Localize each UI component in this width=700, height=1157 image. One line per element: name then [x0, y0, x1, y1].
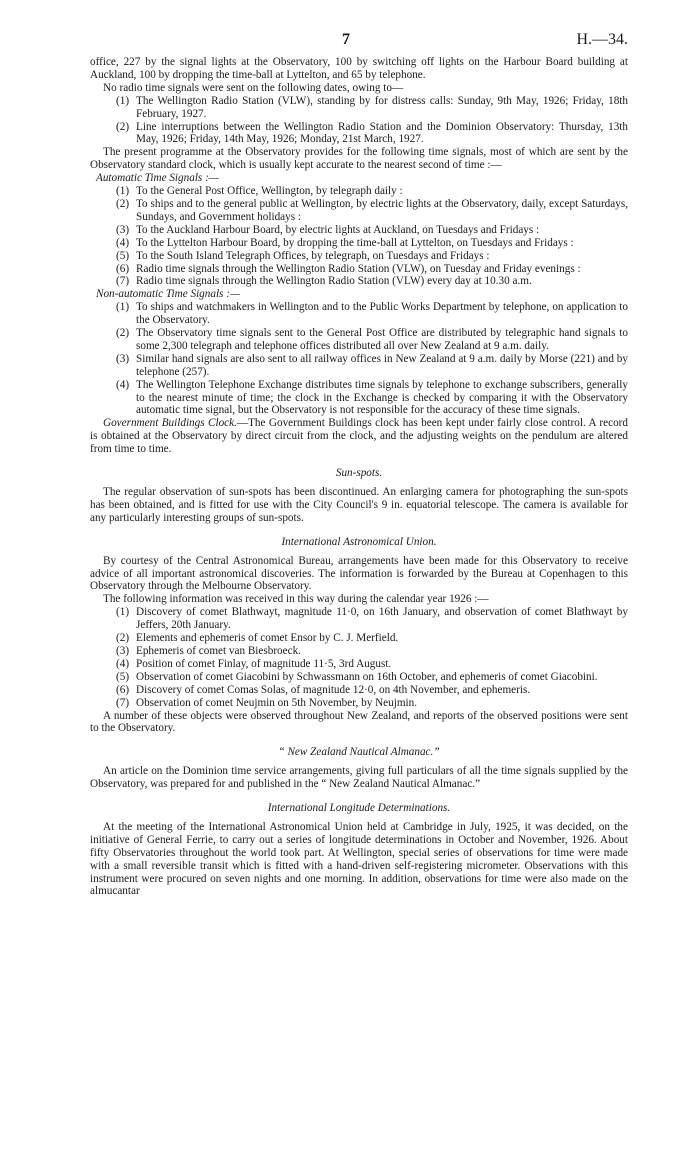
list-item-number: (6): [116, 683, 130, 696]
paragraph-sunspots: The regular observation of sun-spots has been discontinued. An enlarging camera for photographing the sun-spots has been obtained, and is fitted for use with the City Council's 9 in. equatorial telescope. The camera is available for any particularly interesting groups of sun-spots.: [90, 486, 628, 524]
list-item-text: Discovery of comet Blathwayt, magnitude 11·0, on 16th January, and observation of comet Blathwayt by Jeffers, 20th January.: [136, 606, 628, 632]
government-clock-label: Government Buildings Clock.: [103, 417, 237, 430]
government-clock-text: —The Government Buildings clock has been kept under fairly close control. A record is obtained at the Observatory by direct circuit from the clock, and the adjusting weights on the pendulum are altered from time to time.: [90, 417, 628, 456]
section-heading-iau: International Astronomical Union.: [281, 535, 437, 548]
list-item: [90, 275, 628, 288]
list-item-number: (5): [116, 670, 130, 683]
paragraph-longitude: At the meeting of the International Astronomical Union held at Cambridge in July, 1925, it was decided, on the initiative of General Ferrie, to carry out a series of longitude determinations in October and November, 1926. About fifty Observatories throughout the world took part. At Wellington, special series of observations for time were made with a small reversible transit which is fitted with a hand-driven self-registering micrometer. Observations with this instrument were procured on seven nights and one morning. In addition, observations for time were also made on the almucantar: [90, 820, 628, 898]
list-item-text: To the South Island Telegraph Offices, by telegraph, on Tuesdays and Fridays :: [136, 249, 490, 262]
paragraph-no-radio-intro: No radio time signals were sent on the following dates, owing to—: [103, 81, 404, 94]
list-item-text: Observation of comet Neujmin on 5th November, by Neujmin.: [136, 696, 418, 709]
paragraph-government-clock: [90, 417, 628, 456]
list-item: [90, 684, 628, 697]
paragraph-iau-courtesy: By courtesy of the Central Astronomical Bureau, arrangements have been made for this Observatory to receive advice of all important astronomical discoveries. The information is forwarded by the Bureau at Copenhagen to this Observatory through the Melbourne Observatory.: [90, 554, 628, 593]
list-item: [90, 658, 628, 671]
list-item-text: Elements and ephemeris of comet Ensor by C. J. Merfield.: [136, 632, 399, 645]
list-item-text: The Wellington Telephone Exchange distributes time signals by telephone to exchange subscribers, generally to the nearest minute of time; the clock in the Exchange is checked by comparing it with the Observatory automatic time signal, but the Observatory is not responsible for the accuracy of these time signals.: [136, 378, 628, 417]
list-item-text: Similar hand signals are also sent to all railway offices in New Zealand at 9 a.m. daily by Morse (221) and by telephone (257).: [136, 352, 628, 378]
list-item-text: Line interruptions between the Wellington Radio Station and the Dominion Observatory: Thursday, 13th May, 1926; Friday, 14th May, 1926; Monday, 21st March, 1927.: [136, 120, 628, 146]
list-item-text: To the Lyttelton Harbour Board, by dropping the time-ball at Lyttelton, on Tuesdays and Fridays :: [136, 236, 574, 249]
section-heading-almanac: “ New Zealand Nautical Almanac.”: [278, 746, 440, 759]
list-item-number: (4): [116, 378, 130, 391]
list-item: [90, 250, 628, 263]
section-heading-sunspots: Sun-spots.: [335, 467, 383, 480]
list-item: [90, 301, 628, 327]
paragraph-iau-received: The following information was received in this way during the calendar year 1926 :—: [103, 593, 489, 606]
list-item: [90, 121, 628, 147]
paragraph-almanac: An article on the Dominion time service arrangements, giving full particulars of all the time signals supplied by the Observatory, was prepared for and published in the “ New Zealand Nautical Almanac.”: [90, 765, 628, 791]
list-item-text: To the Auckland Harbour Board, by electric lights at Auckland, on Tuesdays and Fridays :: [136, 223, 540, 236]
list-item: [90, 645, 628, 658]
list-item-number: (3): [116, 644, 130, 657]
iau-information-list: [90, 606, 628, 709]
list-item-number: (3): [116, 352, 130, 365]
list-item-number: (1): [116, 301, 130, 314]
list-item: [90, 237, 628, 250]
list-item-text: To ships and to the general public at Wellington, by electric lights at the Observatory, daily, except Saturdays, Sundays, and Government holidays :: [136, 197, 628, 223]
list-item-number: (4): [116, 657, 130, 670]
subheading-non-automatic-signals: Non-automatic Time Signals :—: [96, 288, 240, 301]
paragraph-iau-observed: A number of these objects were observed throughout New Zealand, and reports of the observed positions were sent to the Observatory.: [90, 709, 628, 735]
list-item-number: (4): [116, 236, 130, 249]
paragraph-signal-counts: office, 227 by the signal lights at the Observatory, 100 by switching off lights on the Harbour Board building at Auckland, 100 by dropping the time-ball at Lyttelton, and 65 by telephone.: [90, 56, 628, 81]
list-item: [90, 263, 628, 276]
list-item-number: (3): [116, 223, 130, 236]
section-heading-longitude: International Longitude Determinations.: [267, 802, 451, 815]
list-item-number: (5): [116, 249, 130, 262]
list-item-number: (6): [116, 262, 130, 275]
page-header: [90, 31, 628, 56]
list-item-number: (2): [116, 327, 130, 340]
list-item-text: Position of comet Finlay, of magnitude 11·5, 3rd August.: [136, 657, 392, 670]
list-item-text: The Wellington Radio Station (VLW), standing by for distress calls: Sunday, 9th May, 1926; Friday, 18th February, 1927.: [136, 94, 628, 120]
list-item-number: (2): [116, 120, 130, 133]
list-item: [90, 224, 628, 237]
list-item-number: (2): [116, 197, 130, 210]
list-item-number: (1): [116, 185, 130, 198]
list-item-text: Observation of comet Giacobini by Schwassmann on 16th October, and ephemeris of comet Giacobini.: [136, 670, 598, 683]
automatic-signals-list: [90, 185, 628, 288]
list-item-number: (7): [116, 275, 130, 288]
list-item-text: To the General Post Office, Wellington, by telegraph daily :: [136, 185, 403, 198]
paragraph-programme: The present programme at the Observatory provides for the following time signals, most of which are sent by the Observatory standard clock, which is usually kept accurate to the nearest second of time :—: [90, 146, 628, 172]
list-item-text: Ephemeris of comet van Biesbroeck.: [136, 644, 301, 657]
list-item-number: (1): [116, 606, 130, 619]
document-reference: H.—34.: [576, 31, 628, 48]
list-item: [90, 379, 628, 418]
list-item: [90, 671, 628, 684]
list-item: [90, 327, 628, 353]
no-radio-list: [90, 95, 628, 147]
list-item: [90, 353, 628, 379]
list-item-text: The Observatory time signals sent to the General Post Office are distributed by telegraphic hand signals to some 2,300 telegraph and telephone offices distributed all over New Zealand at 9 a.m. daily.: [136, 327, 628, 352]
subheading-automatic-signals: Automatic Time Signals :—: [96, 172, 219, 185]
list-item-text: Radio time signals through the Wellington Radio Station (VLW) every day at 10.30 a.m.: [136, 275, 532, 288]
list-item-text: Discovery of comet Comas Solas, of magnitude 12·0, on 4th November, and ephemeris.: [136, 683, 531, 696]
list-item-text: To ships and watchmakers in Wellington and to the Public Works Department by telephone, on application to the Observatory.: [136, 301, 628, 327]
list-item: [90, 95, 628, 121]
list-item-text: Radio time signals through the Wellington Radio Station (VLW), on Tuesday and Friday evenings :: [136, 262, 581, 275]
list-item: [90, 198, 628, 224]
list-item-number: (1): [116, 94, 130, 107]
non-automatic-signals-list: [90, 301, 628, 417]
list-item: [90, 632, 628, 645]
list-item: [90, 185, 628, 198]
list-item: [90, 606, 628, 632]
list-item: [90, 697, 628, 710]
list-item-number: (2): [116, 632, 130, 645]
page-number: 7: [342, 31, 350, 48]
list-item-number: (7): [116, 696, 130, 709]
